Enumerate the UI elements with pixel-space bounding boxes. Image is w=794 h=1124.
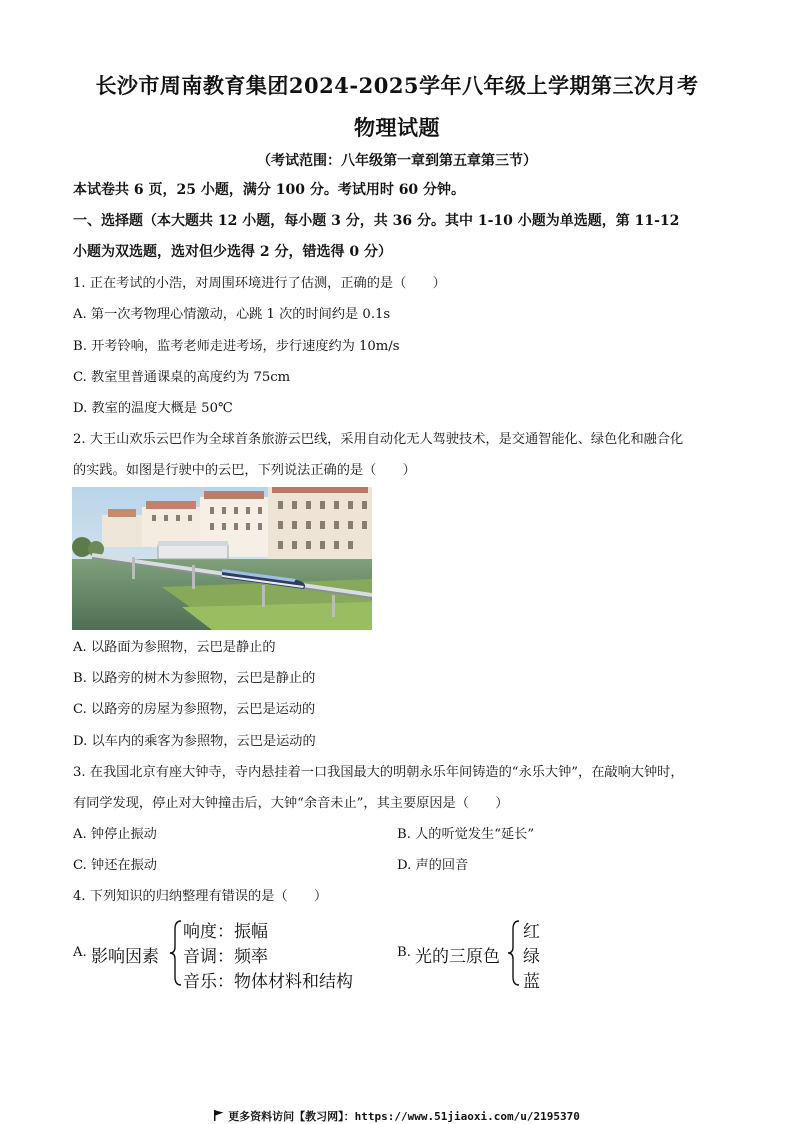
q4-option-a-item: 音乐：物体材料和结构 (183, 972, 353, 992)
q4-option-b-item: 蓝 (523, 972, 540, 992)
q4-option-b-root: 光的三原色 (415, 947, 500, 967)
q1-stem: 1. 正在考试的小浩，对周围环境进行了估测，正确的是（ ） (73, 276, 446, 291)
q1-option-a: A. 第一次考物理心情激动，心跳 1 次的时间约是 0.1s (73, 307, 391, 322)
q2-stem-line2: 的实践。如图是行驶中的云巴，下列说法正确的是（ ） (73, 463, 416, 478)
q3-option-b: B. 人的听觉发生“延长” (397, 827, 535, 842)
cloud-rail-photo (72, 487, 372, 630)
q3-option-d: D. 声的回音 (397, 858, 469, 873)
q4-option-a-item: 响度：振幅 (183, 922, 268, 942)
q4-option-a-root: 影响因素 (91, 947, 159, 967)
q2-option-d: D. 以车内的乘客为参照物，云巴是运动的 (73, 734, 316, 749)
q3-option-a: A. 钟停止振动 (73, 827, 157, 842)
q2-option-c: C. 以路旁的房屋为参照物，云巴是运动的 (73, 702, 316, 717)
q2-stem-line1: 2. 大王山欢乐云巴作为全球首条旅游云巴线，采用自动化无人驾驶技术，是交通智能化、绿色化和融合化 (73, 432, 684, 447)
q2-option-b: B. 以路旁的树木为参照物，云巴是静止的 (73, 671, 316, 686)
left-brace-icon (169, 919, 183, 987)
q4-option-b-label: B. (397, 945, 411, 960)
section-heading-line1: 一、选择题（本大题共 12 小题，每小题 3 分，共 36 分。其中 1-10 小题为单选题，第 11-12 (73, 213, 680, 229)
exam-title: 长沙市周南教育集团2024-2025学年八年级上学期第三次月考 (95, 73, 699, 98)
q4-option-b-item: 绿 (523, 947, 540, 967)
q3-option-c: C. 钟还在振动 (73, 858, 157, 873)
footer (0, 1108, 794, 1124)
section-heading-line2: 小题为双选题，选对但少选得 2 分，错选得 0 分） (73, 244, 392, 260)
q1-option-c: C. 教室里普通课桌的高度约为 75cm (73, 370, 291, 385)
q3-stem-line2: 有同学发现，停止对大钟撞击后，大钟“余音未止”，其主要原因是（ ） (73, 796, 509, 811)
exam-subject: 物理试题 (354, 115, 440, 140)
q4-option-a (73, 915, 393, 990)
left-brace-icon (507, 919, 521, 987)
q4-option-b (397, 915, 597, 990)
q1-option-b: B. 开考铃响，监考老师走进考场，步行速度约为 10m/s (73, 339, 400, 354)
q3-stem-line1: 3. 在我国北京有座大钟寺，寺内悬挂着一口我国最大的明朝永乐年间铸造的“永乐大钟”，在敲响大钟时， (73, 765, 684, 780)
footer-link[interactable]: 更多资料访问【教习网】：https://www.51jiaoxi.com/u/2195370 (228, 1110, 580, 1123)
q1-option-d: D. 教室的温度大概是 50℃ (73, 401, 233, 416)
exam-scope: （考试范围：八年级第一章到第五章第三节） (257, 153, 537, 169)
exam-info: 本试卷共 6 页，25 小题，满分 100 分。考试用时 60 分钟。 (73, 182, 466, 198)
q4-option-b-item: 红 (523, 922, 540, 942)
q4-option-a-item: 音调：频率 (183, 947, 268, 967)
q2-option-a: A. 以路面为参照物，云巴是静止的 (73, 640, 276, 655)
flag-icon (214, 1110, 224, 1121)
q4-stem: 4. 下列知识的归纳整理有错误的是（ ） (73, 889, 328, 904)
q4-option-a-label: A. (73, 945, 87, 960)
